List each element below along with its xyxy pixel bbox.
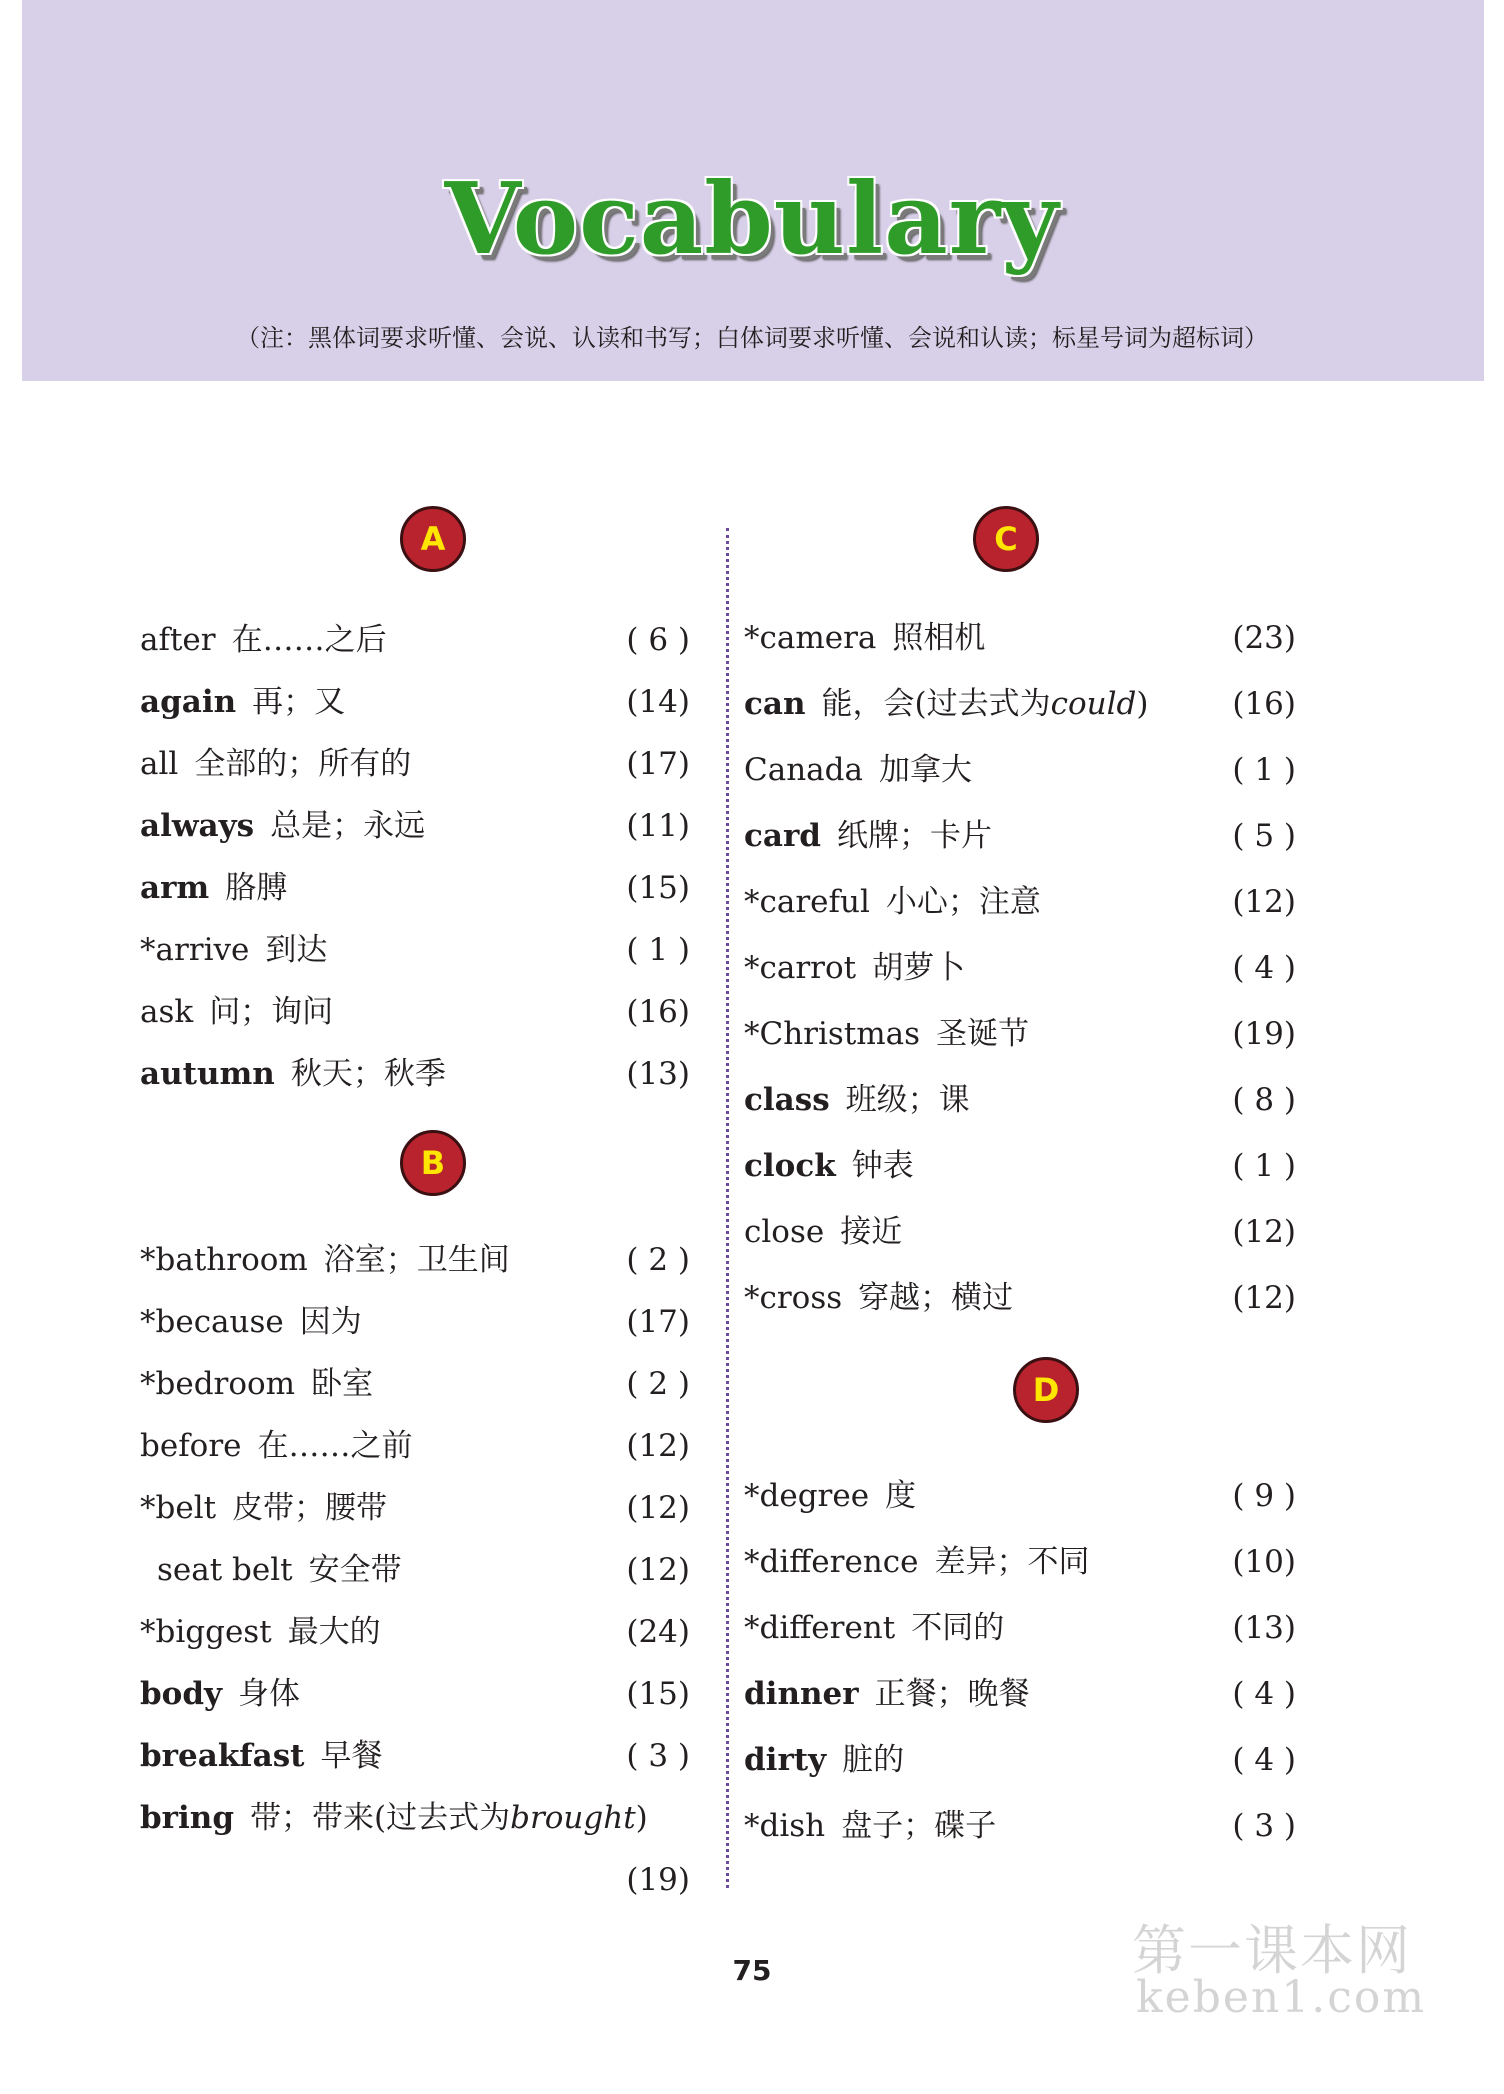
entry-word: can <box>744 686 806 722</box>
vocab-entry <box>744 1672 1030 1716</box>
entry-unit-number: ( 1 ) <box>1232 752 1296 788</box>
entry-meaning: 盘子；碟子 <box>841 1808 997 1844</box>
entry-unit-number: ( 4 ) <box>1232 1742 1296 1778</box>
entry-word: *careful <box>744 884 870 920</box>
vocab-entry <box>140 1424 413 1468</box>
entry-meaning: 照相机 <box>892 620 986 656</box>
entry-meaning: 度 <box>885 1478 917 1514</box>
entry-word: autumn <box>140 1056 275 1092</box>
entry-meaning: 总是；永远 <box>270 808 426 844</box>
entry-word: *bedroom <box>140 1366 296 1402</box>
entry-word: *cross <box>744 1280 843 1316</box>
entry-meaning: 最大的 <box>287 1614 381 1650</box>
column-divider <box>726 528 729 1888</box>
entry-word: arm <box>140 870 210 906</box>
vocab-entry <box>140 1672 300 1716</box>
entry-meaning: 早餐 <box>320 1738 383 1774</box>
entry-unit-number: (15) <box>626 870 690 906</box>
entry-meaning: 秋天；秋季 <box>290 1056 446 1092</box>
vocab-entry <box>140 866 287 910</box>
entry-unit-number: ( 1 ) <box>1232 1148 1296 1184</box>
entry-meaning: 不同的 <box>911 1610 1005 1646</box>
entry-unit-number: ( 3 ) <box>626 1738 690 1774</box>
vocab-entry <box>140 742 411 786</box>
entry-meaning: 小心；注意 <box>885 884 1041 920</box>
entry-meaning: 圣诞节 <box>936 1016 1030 1052</box>
entry-unit-number: (12) <box>626 1428 690 1464</box>
entry-meaning: 能，会(过去式为 <box>821 686 1051 722</box>
entry-unit-number: (12) <box>1232 1280 1296 1316</box>
entry-unit-number: (12) <box>1232 884 1296 920</box>
entry-meaning: 加拿大 <box>878 752 972 788</box>
vocab-entry <box>744 1276 1013 1320</box>
entry-unit-number: (19) <box>1232 1016 1296 1052</box>
entry-word: *biggest <box>140 1614 272 1650</box>
entry-unit-number: (13) <box>626 1056 690 1092</box>
entry-meaning: 安全带 <box>308 1552 402 1588</box>
vocab-entry <box>140 1796 648 1840</box>
entry-unit-number: (19) <box>626 1862 690 1898</box>
vocab-entry <box>157 1548 402 1592</box>
entry-unit-number: (24) <box>626 1614 690 1650</box>
entry-unit-number: ( 4 ) <box>1232 950 1296 986</box>
entry-word: bring <box>140 1800 234 1836</box>
entry-unit-number: (12) <box>1232 1214 1296 1250</box>
entry-word: *arrive <box>140 932 250 968</box>
entry-unit-number: (10) <box>1232 1544 1296 1580</box>
entry-word: seat belt <box>157 1552 293 1588</box>
entry-word: *bathroom <box>140 1242 308 1278</box>
entry-unit-number: (17) <box>626 1304 690 1340</box>
entry-word: always <box>140 808 255 844</box>
section-badge-c: C <box>973 506 1039 572</box>
entry-unit-number: ( 3 ) <box>1232 1808 1296 1844</box>
vocab-entry <box>140 1610 381 1654</box>
vocab-entry <box>744 946 965 990</box>
entry-unit-number: (16) <box>1232 686 1296 722</box>
entry-meaning: 浴室；卫生间 <box>323 1242 510 1278</box>
vocab-entry <box>744 1804 996 1848</box>
vocab-entry <box>744 1210 902 1254</box>
entry-word: *carrot <box>744 950 857 986</box>
entry-meaning: 到达 <box>265 932 328 968</box>
vocab-entry <box>140 1052 446 1096</box>
entry-word: breakfast <box>140 1738 305 1774</box>
entry-word: *Christmas <box>744 1016 921 1052</box>
entry-word: *dish <box>744 1808 826 1844</box>
entry-unit-number: (12) <box>626 1552 690 1588</box>
entry-word: dirty <box>744 1742 827 1778</box>
vocab-entry <box>744 880 1041 924</box>
entry-meaning: 在……之前 <box>257 1428 413 1464</box>
entry-meaning: 身体 <box>238 1676 301 1712</box>
entry-unit-number: (11) <box>626 808 690 844</box>
entry-unit-number: (14) <box>626 684 690 720</box>
entry-meaning: 接近 <box>840 1214 903 1250</box>
vocab-entry <box>140 618 387 662</box>
entry-paren-close: ) <box>1136 686 1149 722</box>
vocab-entry <box>744 616 985 660</box>
vocab-entry <box>140 928 327 972</box>
vocab-entry <box>744 1474 916 1518</box>
entry-word: card <box>744 818 821 854</box>
vocab-entry <box>744 748 972 792</box>
section-badge-d: D <box>1013 1357 1079 1423</box>
vocab-entry <box>140 1300 362 1344</box>
entry-unit-number: ( 2 ) <box>626 1242 690 1278</box>
vocab-entry <box>744 1144 914 1188</box>
entry-unit-number: ( 9 ) <box>1232 1478 1296 1514</box>
vocab-entry <box>140 1734 383 1778</box>
entry-unit-number: (15) <box>626 1676 690 1712</box>
vocab-entry <box>140 1362 373 1406</box>
vocab-entry <box>140 990 333 1034</box>
entry-meaning: 在……之后 <box>231 622 387 658</box>
watermark-text: 第一课本网 <box>1132 1919 1412 1982</box>
entry-meaning: 卧室 <box>311 1366 374 1402</box>
section-badge-b: B <box>400 1130 466 1196</box>
entry-word: *different <box>744 1610 896 1646</box>
entry-unit-number: ( 2 ) <box>626 1366 690 1402</box>
entry-meaning: 皮带；腰带 <box>232 1490 388 1526</box>
entry-meaning: 胳膊 <box>225 870 288 906</box>
entry-meaning: 纸牌；卡片 <box>836 818 992 854</box>
entry-unit-number: ( 5 ) <box>1232 818 1296 854</box>
entry-word: clock <box>744 1148 836 1184</box>
vocab-entry <box>744 1078 970 1122</box>
entry-word: again <box>140 684 237 720</box>
entry-meaning: 脏的 <box>842 1742 905 1778</box>
section-badge-a: A <box>400 506 466 572</box>
entry-unit-number: ( 6 ) <box>626 622 690 658</box>
entry-word: *difference <box>744 1544 919 1580</box>
entry-meaning: 问；询问 <box>209 994 334 1030</box>
entry-meaning: 钟表 <box>851 1148 914 1184</box>
entry-word: before <box>140 1428 242 1464</box>
page-title: Vocabulary <box>444 162 1060 277</box>
entry-meaning: 差异；不同 <box>934 1544 1090 1580</box>
entry-word: *belt <box>140 1490 217 1526</box>
entry-past-tense: could <box>1050 686 1137 722</box>
entry-word: close <box>744 1214 825 1250</box>
entry-word: ask <box>140 994 194 1030</box>
entry-unit-number: ( 8 ) <box>1232 1082 1296 1118</box>
entry-unit-number: (13) <box>1232 1610 1296 1646</box>
entry-word: *degree <box>744 1478 870 1514</box>
entry-unit-number: (16) <box>626 994 690 1030</box>
entry-meaning: 带；带来(过去式为 <box>250 1800 511 1836</box>
entry-word: after <box>140 622 216 658</box>
entry-unit-number: ( 4 ) <box>1232 1676 1296 1712</box>
entry-word: *because <box>140 1304 284 1340</box>
entry-meaning: 再；又 <box>252 684 346 720</box>
entry-meaning: 班级；课 <box>845 1082 970 1118</box>
vocab-entry <box>744 1540 1089 1584</box>
vocab-entry <box>140 804 425 848</box>
watermark-url: keben1.com <box>1136 1972 1427 2023</box>
vocab-entry <box>744 1606 1004 1650</box>
entry-unit-number: (23) <box>1232 620 1296 656</box>
entry-meaning: 全部的；所有的 <box>194 746 412 782</box>
entry-unit-number: ( 1 ) <box>626 932 690 968</box>
vocab-entry <box>140 1486 387 1530</box>
vocab-entry <box>140 680 345 724</box>
entry-paren-close: ) <box>635 1800 648 1836</box>
entry-meaning: 因为 <box>299 1304 362 1340</box>
legend-note: （注：黑体词要求听懂、会说、认读和书写；白体词要求听懂、会说和认读；标星号词为超标词） <box>236 324 1268 352</box>
entry-meaning: 穿越；横过 <box>858 1280 1014 1316</box>
entry-word: Canada <box>744 752 863 788</box>
entry-word: dinner <box>744 1676 859 1712</box>
vocab-entry <box>744 1738 904 1782</box>
vocab-entry <box>744 682 1148 726</box>
page-number: 75 <box>732 1954 772 1987</box>
entry-word: *camera <box>744 620 877 656</box>
entry-word: body <box>140 1676 223 1712</box>
entry-past-tense: brought <box>510 1800 636 1836</box>
entry-unit-number: (12) <box>626 1490 690 1526</box>
entry-word: all <box>140 746 179 782</box>
entry-unit-number: (17) <box>626 746 690 782</box>
vocab-entry <box>744 814 992 858</box>
vocab-entry <box>140 1238 510 1282</box>
entry-meaning: 正餐；晚餐 <box>874 1676 1030 1712</box>
vocab-entry <box>744 1012 1029 1056</box>
entry-word: class <box>744 1082 830 1118</box>
entry-meaning: 胡萝卜 <box>872 950 966 986</box>
